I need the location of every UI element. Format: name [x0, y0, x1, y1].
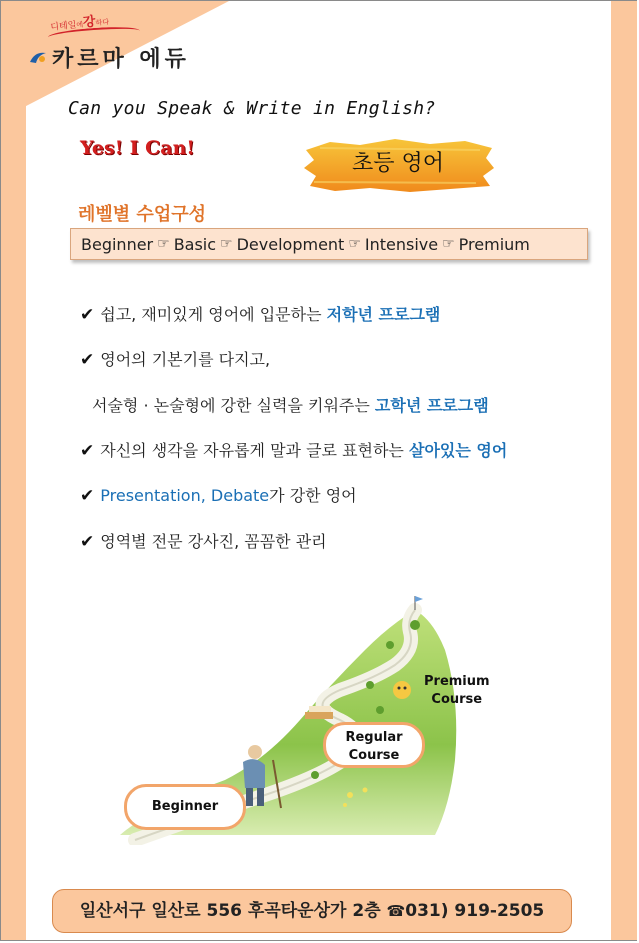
phone-number[interactable]: 031) 919-2505: [405, 901, 545, 921]
check-icon: ✔: [80, 486, 95, 506]
program-label: 초등 영어: [351, 151, 444, 176]
check-icon: ✔: [80, 350, 95, 370]
level-development: Development: [236, 234, 345, 254]
logo-name: 카르마 에듀: [52, 47, 190, 72]
address-text: 일산서구 일산로 556 후곡타운상가 2층: [79, 901, 381, 921]
list-item: ✔ 영역별 전문 강사진, 꼼꼼한 관리: [80, 532, 327, 552]
pointing-hand-icon: ☞: [157, 236, 170, 252]
check-icon: ✔: [80, 441, 95, 461]
level-beginner: Beginner: [81, 234, 154, 254]
level-bar: [70, 228, 588, 260]
logo-mark-icon: [29, 50, 47, 64]
logo-tagline: 디테일에강하다: [50, 14, 110, 34]
pointing-hand-icon: ☞: [348, 236, 361, 252]
premium-course-label: Premium Course: [424, 674, 490, 707]
headline: Can you Speak & Write in English?: [68, 98, 436, 119]
level-premium: Premium: [458, 234, 530, 254]
left-border-strip: [1, 1, 26, 940]
list-item: ✔ 자신의 생각을 자유롭게 말과 글로 표현하는 살아있는 영어: [80, 441, 508, 461]
phone-icon: ☎: [386, 902, 406, 920]
list-item: ✔ 쉽고, 재미있게 영어에 입문하는 저학년 프로그램: [80, 305, 441, 325]
level-section-title: 레벨별 수업구성: [78, 204, 206, 225]
address-banner: [52, 889, 572, 933]
check-icon: ✔: [80, 532, 95, 552]
check-icon: ✔: [80, 305, 95, 325]
slogan: Yes! I Can!: [80, 137, 195, 159]
right-border-strip: [611, 1, 637, 940]
list-item-continuation: 서술형 · 논술형에 강한 실력을 키워주는 고학년 프로그램: [92, 396, 489, 415]
pointing-hand-icon: ☞: [442, 236, 455, 252]
pointing-hand-icon: ☞: [220, 236, 233, 252]
list-item: ✔ Presentation, Debate가 강한 영어: [80, 486, 357, 506]
beginner-course-badge: Beginner: [124, 784, 246, 830]
level-basic: Basic: [173, 234, 217, 254]
list-item: ✔ 영어의 기본기를 다지고,: [80, 350, 271, 370]
level-intensive: Intensive: [364, 234, 439, 254]
regular-course-badge: Regular Course: [323, 722, 425, 768]
